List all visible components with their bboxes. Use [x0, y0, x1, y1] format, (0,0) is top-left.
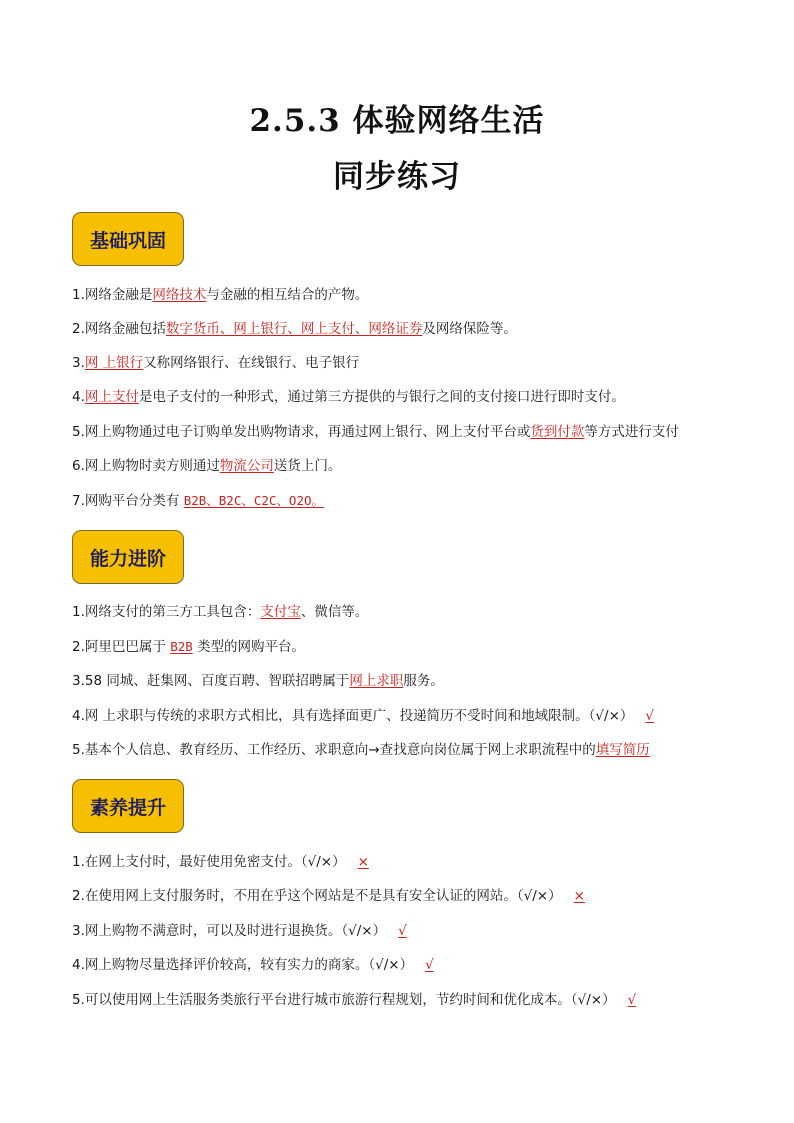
list-item: 1.在网上支付时，最好使用免密支付。（√/×） × — [72, 854, 369, 870]
answer: × — [357, 854, 369, 870]
section-badge-advanced: 能力进阶 — [72, 530, 184, 584]
list-item: 4.网上购物尽量选择评价较高，较有实力的商家。（√/×） √ — [72, 957, 434, 973]
answer: 数字货币、网上银行、网上支付、网络证券 — [165, 321, 423, 337]
answer: 支付宝 — [260, 604, 301, 620]
list-item: 2.阿里巴巴属于 B2B 类型的网购平台。 — [72, 639, 306, 655]
answer: 网上支付 — [84, 389, 139, 405]
list-item: 2.网络金融包括数字货币、网上银行、网上支付、网络证券及网络保险等。 — [72, 321, 517, 337]
answer: 货到付款 — [530, 424, 585, 440]
answer: √ — [425, 957, 434, 973]
answer: × — [573, 888, 585, 904]
answer: √ — [627, 992, 637, 1008]
list-item: 4.网上支付是电子支付的一种形式，通过第三方提供的与银行之间的支付接口进行即时支付。 — [72, 389, 625, 405]
answer: 网 上银行 — [84, 355, 144, 371]
answer: B2B、B2C、C2C、O2O。 — [183, 493, 324, 508]
list-item: 5.可以使用网上生活服务类旅行平台进行城市旅游行程规划，节约时间和优化成本。（√/×） √ — [72, 992, 637, 1008]
list-item: 4.网 上求职与传统的求职方式相比，具有选择面更广、投递简历不受时间和地域限制。（√/×） √ — [72, 708, 655, 724]
list-item: 3.58 同城、赶集网、百度百聘、智联招聘属于网上求职服务。 — [72, 673, 444, 689]
page-title: 2.5.3 体验网络生活 — [249, 103, 545, 139]
list-item: 1.网络支付的第三方工具包含：支付宝、微信等。 — [72, 604, 369, 620]
page-subtitle: 同步练习 — [333, 159, 461, 195]
answer: 网上求职 — [349, 673, 404, 689]
section-badge-basic: 基础巩固 — [72, 212, 184, 266]
list-item: 3.网上购物不满意时，可以及时进行退换货。（√/×） √ — [72, 923, 407, 939]
answer: 网络技术 — [152, 287, 207, 303]
answer: 物流公司 — [219, 458, 274, 474]
answer: √ — [398, 923, 407, 939]
list-item: 1.网络金融是网络技术与金融的相互结合的产物。 — [72, 287, 369, 303]
list-item: 6.网上购物时卖方则通过物流公司送货上门。 — [72, 458, 342, 474]
answer: B2B — [170, 639, 193, 654]
section-badge-literacy: 素养提升 — [72, 779, 184, 833]
list-item: 5.基本个人信息、教育经历、工作经历、求职意向→查找意向岗位属于网上求职流程中的填写简历 — [72, 742, 650, 758]
answer: 填写简历 — [595, 742, 650, 758]
list-item: 3.网 上银行又称网络银行、在线银行、电子银行 — [72, 355, 360, 371]
answer: √ — [645, 708, 655, 724]
list-item: 5.网上购物通过电子订购单发出购物请求，再通过网上银行、网上支付平台或货到付款等方式进行支付 — [72, 424, 679, 440]
list-item: 7.网购平台分类有 B2B、B2C、C2C、O2O。 — [72, 493, 324, 509]
list-item: 2.在使用网上支付服务时，不用在乎这个网站是不是具有安全认证的网站。（√/×） × — [72, 888, 585, 904]
